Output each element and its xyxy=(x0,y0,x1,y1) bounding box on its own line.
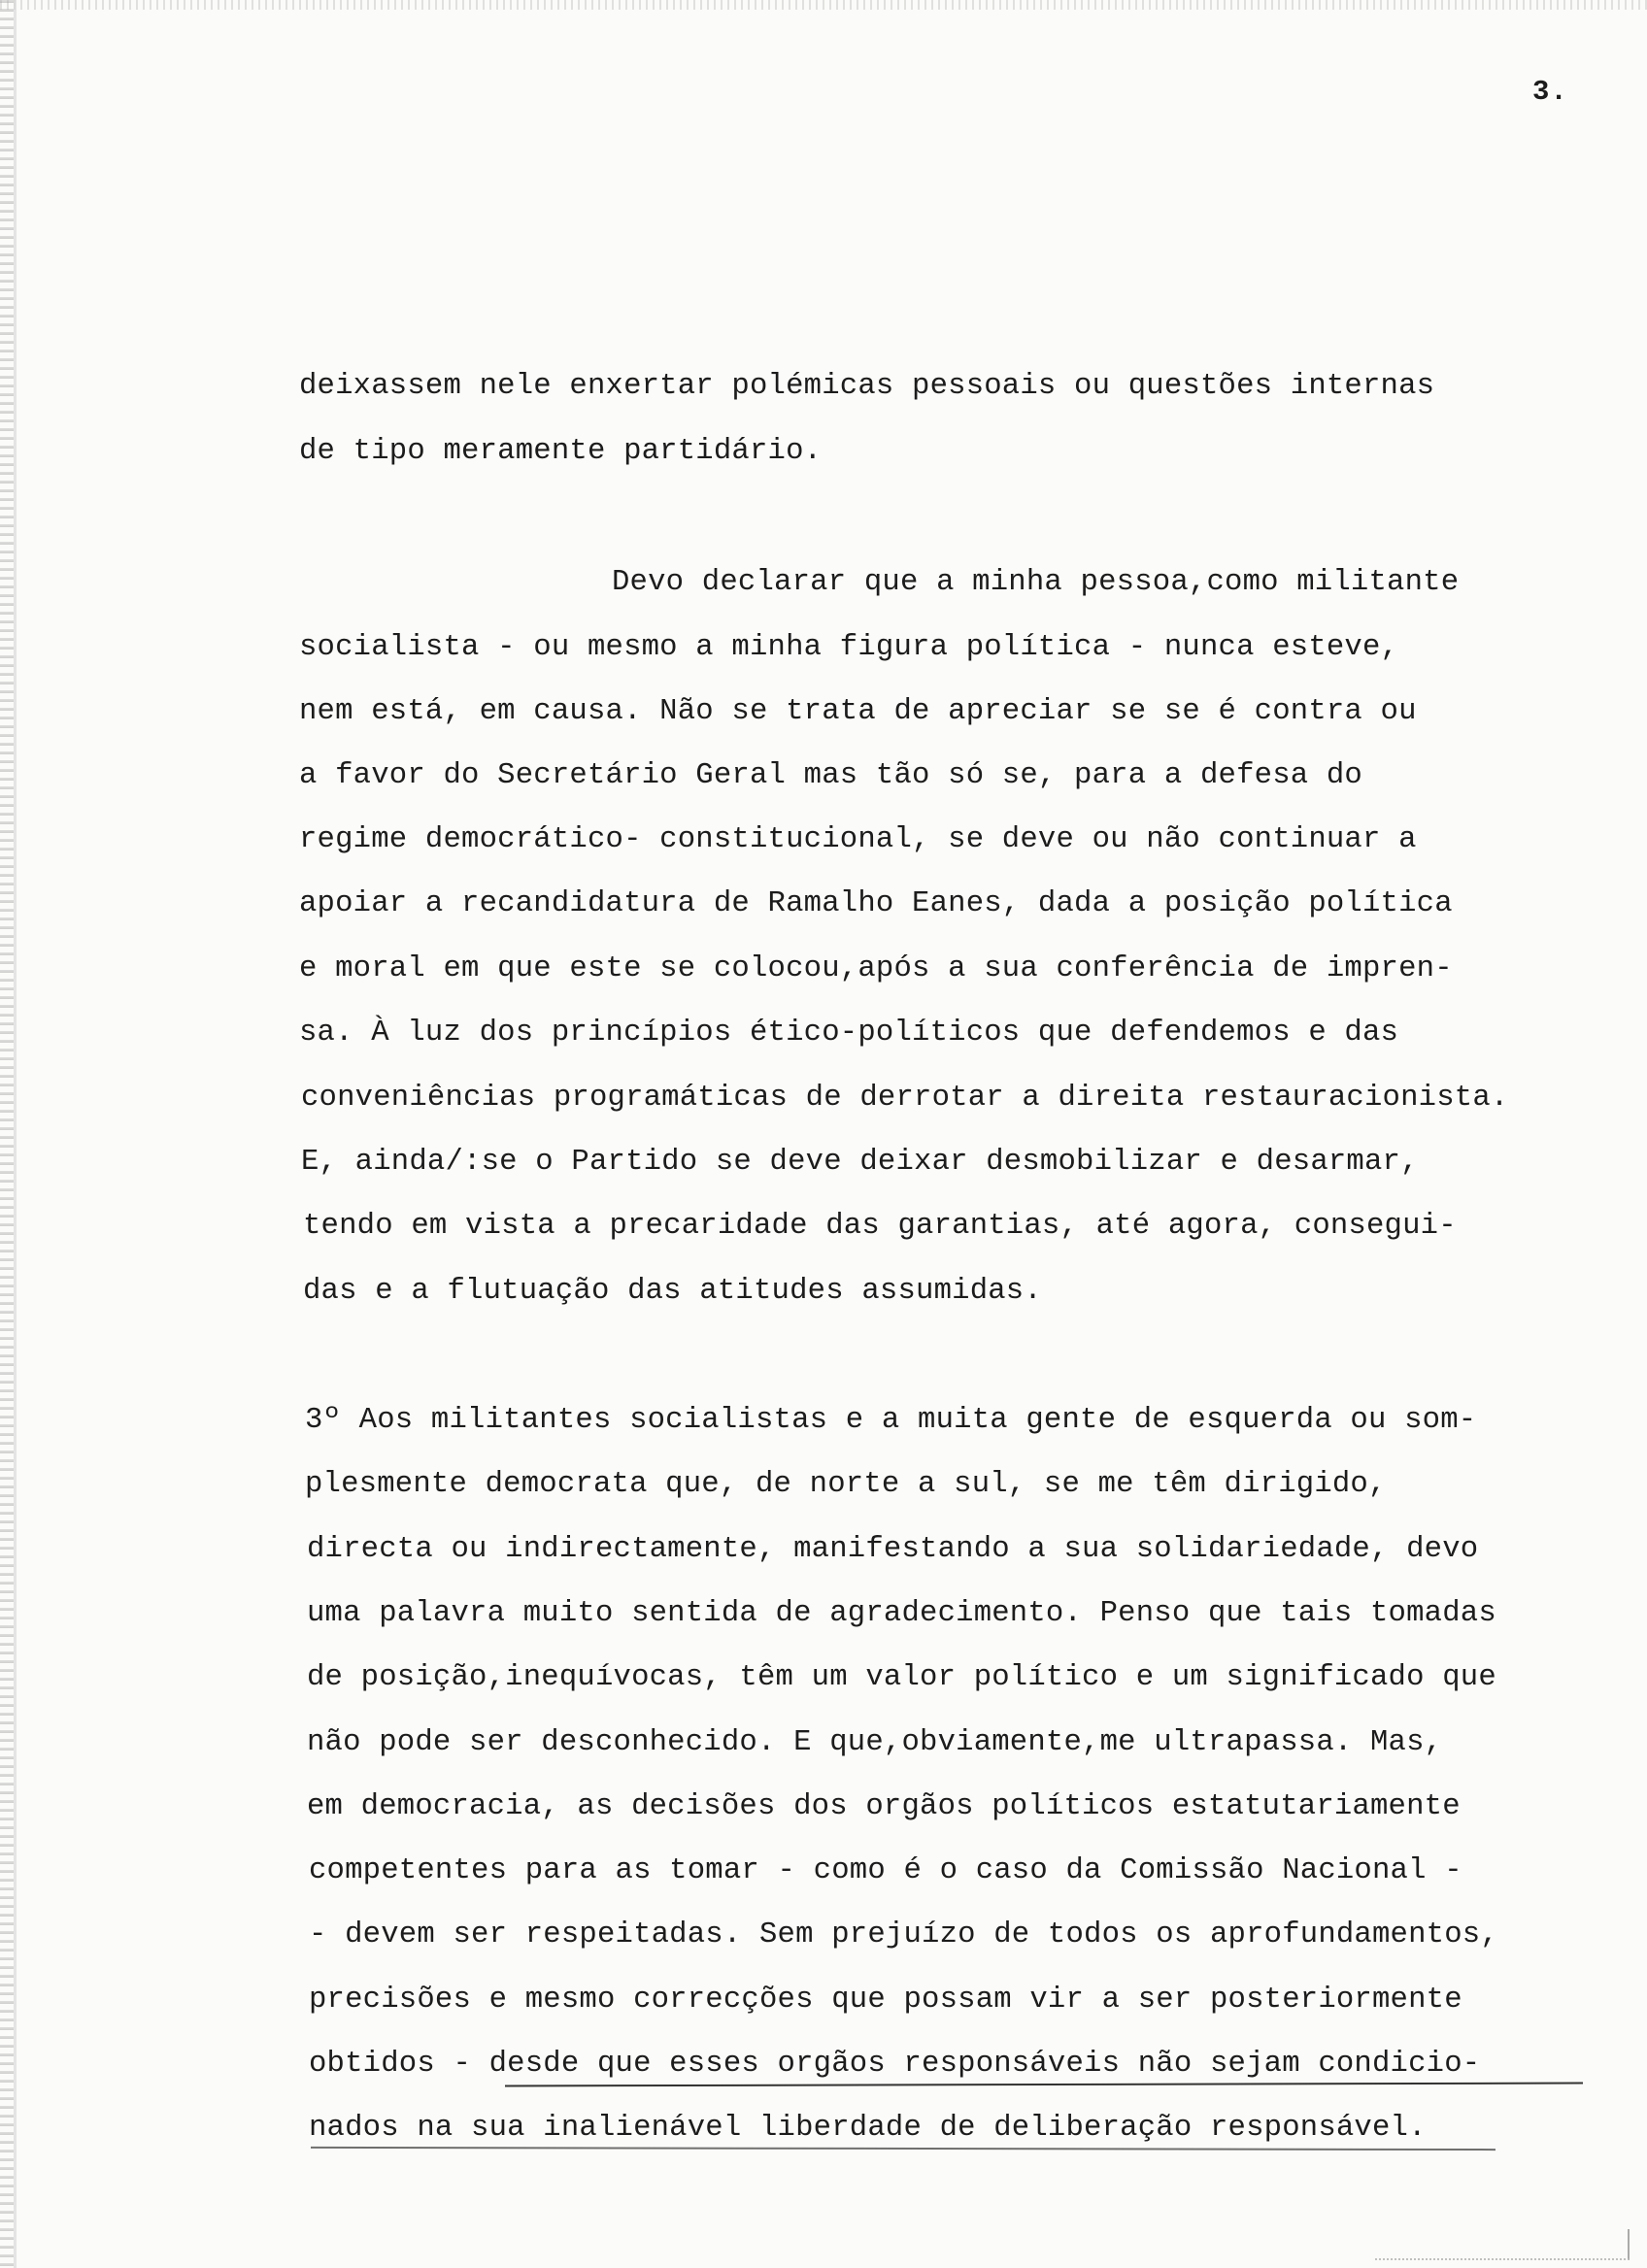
paragraph-2-line: das e a flutuação das atitudes assumidas. xyxy=(303,1275,1042,1308)
paragraph-3-line: em democracia, as decisões dos orgãos políticos estatutariamente xyxy=(307,1790,1461,1823)
paragraph-3-line: uma palavra muito sentida de agradecimento. Penso que tais tomadas xyxy=(307,1597,1496,1630)
scan-edge-left-shadow xyxy=(14,0,17,2268)
paragraph-3-line: nados na sua inalienável liberdade de deliberação responsável. xyxy=(309,2112,1427,2145)
paragraph-2-line: socialista - ou mesmo a minha figura política - nunca esteve, xyxy=(299,631,1399,664)
scan-corner-mark xyxy=(1375,2229,1630,2260)
paragraph-3-line: directa ou indirectamente, manifestando a sua solidariedade, devo xyxy=(307,1533,1479,1566)
paragraph-2-line: E, ainda/:se o Partido se deve deixar desmobilizar e desarmar, xyxy=(301,1146,1419,1179)
scan-edge-top xyxy=(0,0,1647,10)
paragraph-2-line: tendo em vista a precaridade das garantias, até agora, consegui- xyxy=(303,1210,1457,1243)
paragraph-3-line: - devem ser respeitadas. Sem prejuízo de todos os aprofundamentos, xyxy=(309,1918,1498,1951)
paragraph-3-line: plesmente democrata que, de norte a sul, se me têm dirigido, xyxy=(305,1468,1387,1501)
paragraph-2-line: apoiar a recandidatura de Ramalho Eanes, dada a posição política xyxy=(299,887,1453,920)
paragraph-1-line: deixassem nele enxertar polémicas pessoais ou questões internas xyxy=(299,370,1435,403)
paragraph-3-line: competentes para as tomar - como é o caso da Comissão Nacional - xyxy=(309,1854,1462,1887)
paragraph-2-line: e moral em que este se colocou,após a sua conferência de impren- xyxy=(299,952,1453,985)
paragraph-2-line: conveniências programáticas de derrotar a direita restauracionista. xyxy=(301,1082,1509,1115)
paragraph-1-line: de tipo meramente partidário. xyxy=(299,435,823,468)
paragraph-3-line: precisões e mesmo correcções que possam vir a ser posteriormente xyxy=(309,1984,1462,2017)
paragraph-3-line: não pode ser desconhecido. E que,obviamente,me ultrapassa. Mas, xyxy=(307,1726,1443,1759)
paragraph-3-line: obtidos - desde que esses orgãos responsáveis não sejam condicio- xyxy=(309,2048,1481,2081)
paragraph-2-line: a favor do Secretário Geral mas tão só se, para a defesa do xyxy=(299,759,1362,792)
paragraph-2-line: Devo declarar que a minha pessoa,como militante xyxy=(612,566,1460,599)
paragraph-3-line: 3º Aos militantes socialistas e a muita gente de esquerda ou som- xyxy=(305,1404,1477,1437)
scan-edge-left xyxy=(0,0,14,2268)
paragraph-2-line: sa. À luz dos princípios ético-políticos que defendemos e das xyxy=(299,1017,1399,1050)
paragraph-2-line: nem está, em causa. Não se trata de apreciar se se é contra ou xyxy=(299,695,1417,728)
paragraph-2-line: regime democrático- constitucional, se deve ou não continuar a xyxy=(299,823,1417,856)
paragraph-3-line: de posição,inequívocas, têm um valor político e um significado que xyxy=(307,1661,1496,1694)
page-number: 3. xyxy=(1532,76,1568,108)
